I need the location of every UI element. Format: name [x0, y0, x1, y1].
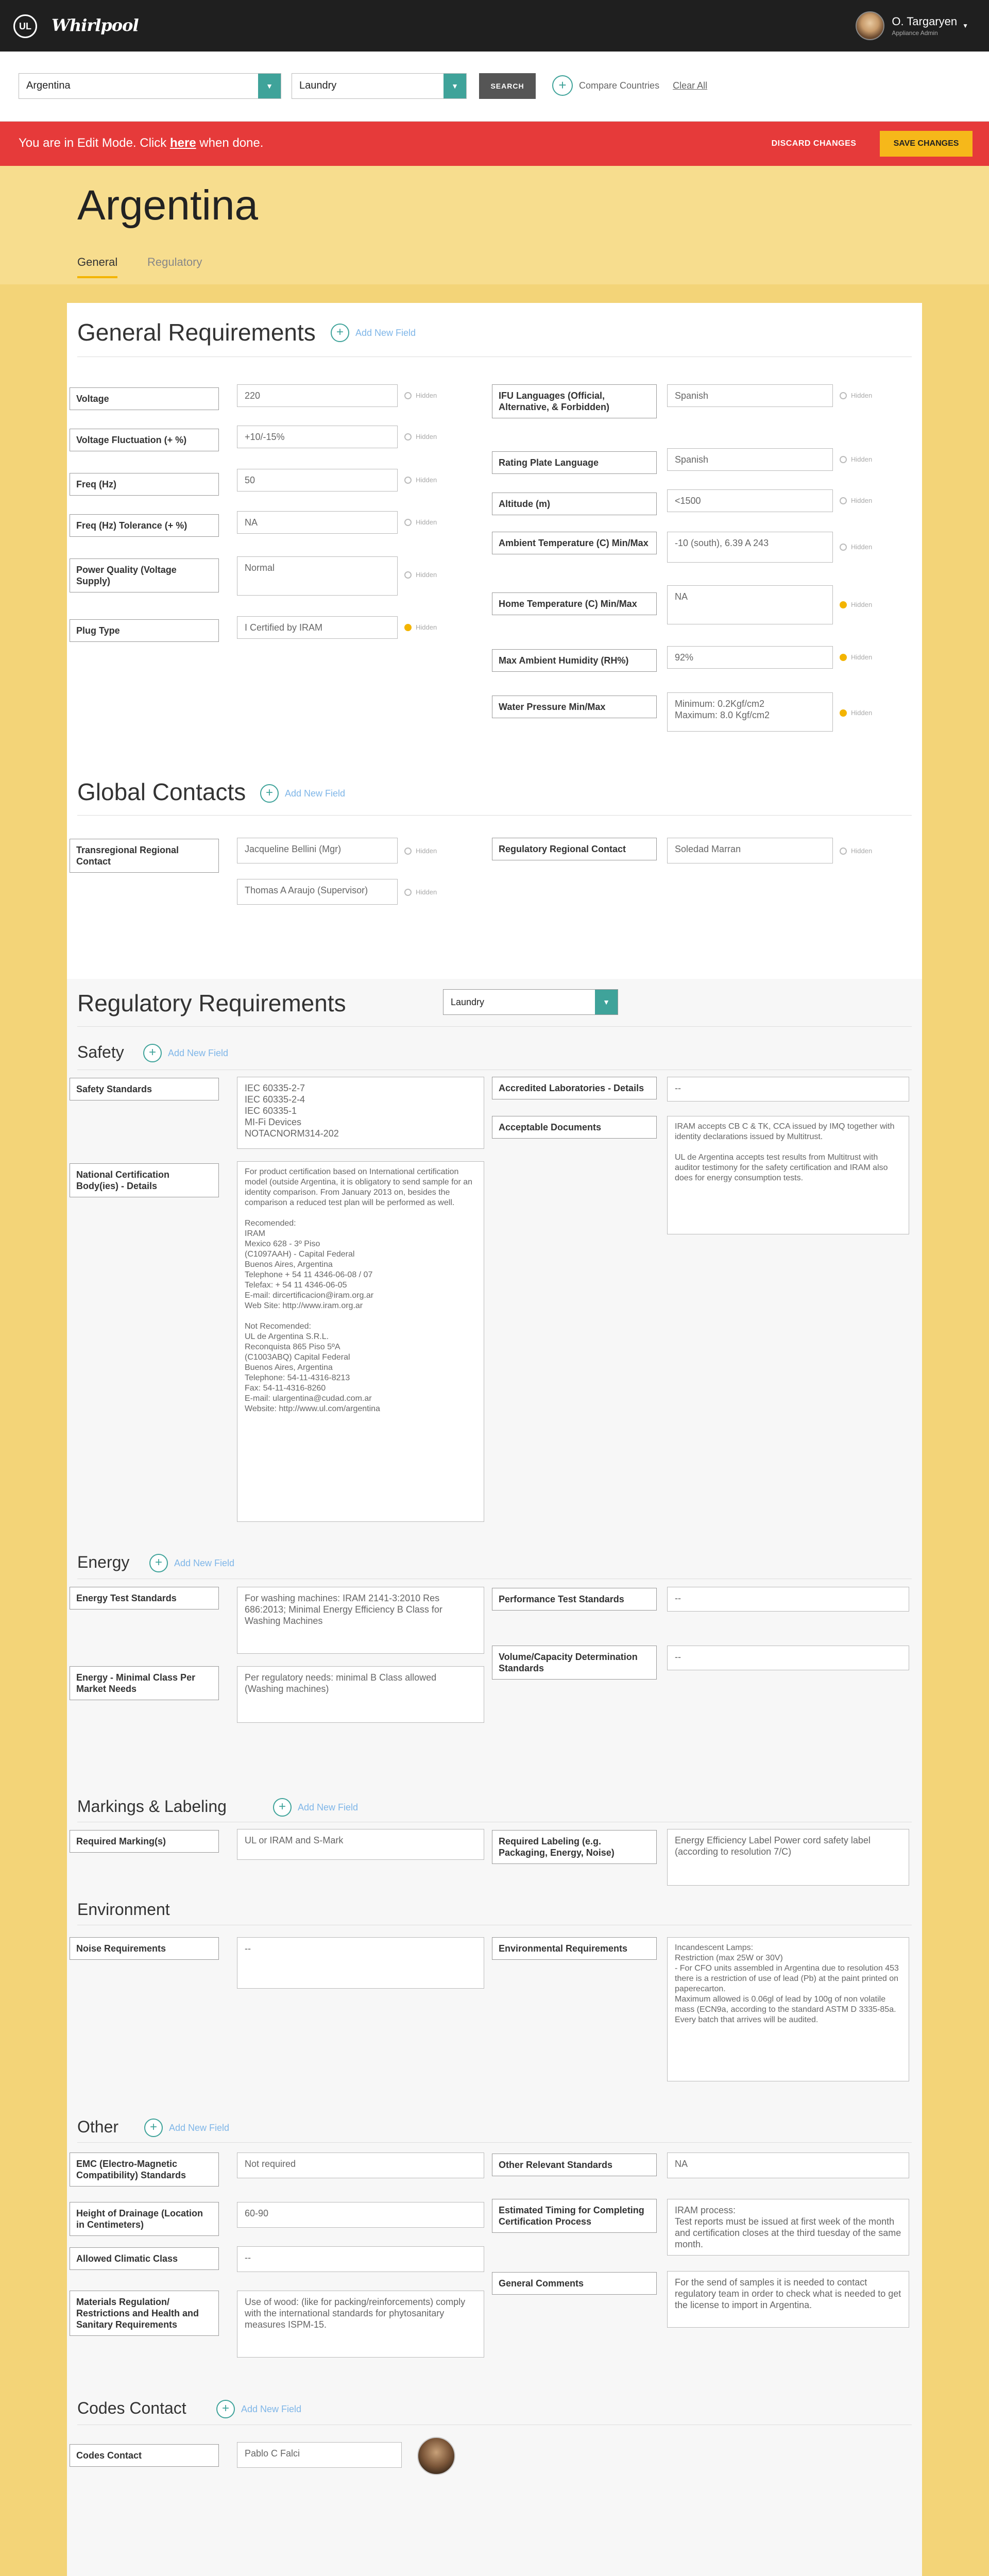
field-label: Energy - Minimal Class Per Market Needs	[70, 1666, 219, 1700]
field-value[interactable]: For washing machines: IRAM 2141-3:2010 Res 686:2013; Minimal Energy Efficiency B Class for Washing Machines	[237, 1587, 484, 1654]
energy-title: Energy	[77, 1553, 130, 1571]
hidden-toggle[interactable]	[840, 455, 872, 463]
field-value[interactable]: --	[237, 2246, 484, 2272]
field-value[interactable]: Incandescent Lamps: Restriction (max 25W or 30V) - For CFO units assembled in Argentina due to resolution 453 there is a restriction of use of lead (Pb) at the paint printed on paperecarton. Maximum allowed is 0.06gl of lead by 100g of non volatile mass (ECN9a, according to the standard ASTM D 3335-85a. Every batch that arrives will be audited.	[667, 1937, 909, 2081]
field-label: Regulatory Regional Contact	[492, 838, 657, 860]
hidden-toggle[interactable]	[404, 518, 437, 526]
radio-icon[interactable]	[404, 848, 412, 855]
field-label: Materials Regulation/ Restrictions and Health and Sanitary Requirements	[70, 2291, 219, 2336]
add-new-field-label[interactable]: Add New Field	[241, 2403, 302, 2414]
add-new-field-label[interactable]: Add New Field	[168, 1047, 229, 1058]
radio-icon[interactable]	[840, 497, 847, 504]
radio-icon[interactable]	[404, 519, 412, 526]
chevron-down-icon[interactable]: ▼	[595, 990, 618, 1014]
field-value[interactable]: IRAM process: Test reports must be issued at first week of the month and certification closes at the third tuesday of the same month.	[667, 2199, 909, 2256]
radio-icon[interactable]	[404, 392, 412, 399]
radio-icon[interactable]	[404, 571, 412, 579]
hidden-label: Hidden	[416, 571, 437, 579]
country-select[interactable]	[19, 73, 281, 99]
title-area	[0, 166, 989, 284]
field-value[interactable]: Minimum: 0.2Kgf/cm2 Maximum: 8.0 Kgf/cm2	[667, 692, 833, 732]
hidden-label: Hidden	[416, 433, 437, 440]
hidden-label: Hidden	[851, 709, 873, 717]
contact-value[interactable]: Thomas A Araujo (Supervisor)	[237, 879, 398, 905]
radio-icon[interactable]	[840, 848, 847, 855]
field-label: Height of Drainage (Location in Centimeters)	[70, 2202, 219, 2236]
hidden-label: Hidden	[416, 888, 437, 896]
radio-icon[interactable]	[404, 433, 412, 440]
edit-mode-message	[19, 136, 263, 150]
add-new-field-label[interactable]: Add New Field	[169, 2122, 230, 2133]
hidden-toggle[interactable]	[840, 709, 872, 717]
country-select-value: Argentina	[26, 80, 71, 91]
divider	[77, 1026, 912, 1027]
environment-title: Environment	[77, 1900, 170, 1919]
contact-value[interactable]: Jacqueline Bellini (Mgr)	[237, 838, 398, 863]
save-changes-button[interactable]: SAVE CHANGES	[880, 131, 973, 157]
field-label: Other Relevant Standards	[492, 2154, 657, 2176]
field-value[interactable]: <1500	[667, 489, 833, 512]
field-value[interactable]: 60-90	[237, 2202, 484, 2228]
field-label: Environmental Requirements	[492, 1937, 657, 1960]
field-value[interactable]: IEC 60335-2-7 IEC 60335-2-4 IEC 60335-1 MI-Fi Devices NOTACNORM314-202	[237, 1077, 484, 1149]
field-value[interactable]: 92%	[667, 646, 833, 669]
chevron-down-icon[interactable]: ▼	[962, 22, 968, 29]
plus-icon[interactable]: +	[216, 2400, 235, 2418]
add-new-field-label[interactable]: Add New Field	[298, 1802, 359, 1812]
hidden-toggle[interactable]	[404, 571, 437, 579]
add-new-field-label[interactable]: Add New Field	[174, 1557, 235, 1568]
plus-icon[interactable]: +	[331, 324, 349, 342]
user-role: Appliance Admin	[892, 29, 938, 37]
clear-all-link[interactable]: Clear All	[673, 80, 708, 91]
compare-countries[interactable]	[552, 75, 707, 96]
field-value[interactable]: --	[237, 1937, 484, 1989]
field-label: Plug Type	[70, 619, 219, 642]
radio-icon[interactable]	[840, 709, 847, 717]
field-value[interactable]: NA	[667, 585, 833, 624]
field-label: Altitude (m)	[492, 493, 657, 515]
field-label: Safety Standards	[70, 1078, 219, 1100]
field-value[interactable]: Per regulatory needs: minimal B Class allowed (Washing machines)	[237, 1666, 484, 1723]
plus-icon[interactable]: +	[260, 784, 279, 803]
hidden-toggle[interactable]	[840, 543, 872, 551]
plus-icon[interactable]: +	[143, 1044, 162, 1062]
hidden-toggle[interactable]	[404, 888, 437, 896]
field-value[interactable]: -10 (south), 6.39 A 243	[667, 532, 833, 563]
hidden-toggle[interactable]	[404, 392, 437, 399]
edit-message-suffix: when done.	[196, 136, 264, 150]
plus-icon[interactable]: +	[552, 75, 573, 96]
add-new-field[interactable]	[144, 2119, 229, 2137]
field-value[interactable]: +10/-15%	[237, 426, 398, 448]
add-new-field[interactable]	[260, 784, 345, 803]
field-label: Volume/Capacity Determination Standards	[492, 1646, 657, 1680]
field-label: Required Labeling (e.g. Packaging, Energy, Noise)	[492, 1830, 657, 1864]
hidden-label: Hidden	[851, 455, 873, 463]
field-value[interactable]: UL or IRAM and S-Mark	[237, 1829, 484, 1860]
regulatory-category-value: Laundry	[451, 997, 485, 1007]
edit-mode-bar	[0, 122, 989, 166]
plus-icon[interactable]: +	[144, 2119, 163, 2137]
hidden-toggle[interactable]	[404, 476, 437, 484]
field-value[interactable]: Use of wood: (like for packing/reinforcements) comply with the international standards for phytosanitary measures ISPM-15.	[237, 2291, 484, 2358]
search-button[interactable]: SEARCH	[479, 73, 536, 99]
field-value[interactable]: For the send of samples it is needed to contact regulatory team in order to check what is needed to get the license to import in Argentina.	[667, 2271, 909, 2328]
field-label: Rating Plate Language	[492, 451, 657, 474]
hidden-toggle[interactable]	[840, 497, 872, 504]
field-label: Energy Test Standards	[70, 1587, 219, 1609]
hidden-label: Hidden	[416, 476, 437, 484]
hidden-toggle[interactable]	[404, 847, 437, 855]
hidden-label: Hidden	[851, 392, 873, 399]
field-value[interactable]: NA	[237, 511, 398, 534]
radio-icon[interactable]	[404, 889, 412, 896]
add-new-field[interactable]	[216, 2400, 301, 2418]
field-value[interactable]: IRAM accepts CB C & TK, CCA issued by IMQ together with identity declarations issued by Multitrust. UL de Argentina accepts test results from Multitrust with auditor testimony for the safety certification and IRAM also does for energy consumption tests.	[667, 1116, 909, 1234]
divider	[77, 815, 912, 816]
field-label: Noise Requirements	[70, 1937, 219, 1960]
avatar[interactable]	[856, 11, 884, 40]
field-label: Allowed Climatic Class	[70, 2247, 219, 2270]
field-label: Water Pressure Min/Max	[492, 696, 657, 718]
general-requirements-title: General Requirements	[77, 319, 316, 346]
field-label: National Certification Body(ies) - Details	[70, 1163, 219, 1197]
field-value[interactable]: --	[667, 1077, 909, 1101]
field-value[interactable]: 220	[237, 384, 398, 407]
hidden-label: Hidden	[851, 847, 873, 855]
edit-message-prefix: You are in Edit Mode. Click	[19, 136, 170, 150]
field-label: Voltage	[70, 387, 219, 410]
field-value[interactable]: Energy Efficiency Label Power cord safety label (according to resolution 7/C)	[667, 1829, 909, 1886]
field-label: Voltage Fluctuation (+ %)	[70, 429, 219, 451]
plus-icon[interactable]: +	[149, 1554, 168, 1572]
top-bar	[0, 0, 989, 52]
hidden-toggle[interactable]	[404, 623, 437, 631]
field-value[interactable]: Pablo C Falci	[237, 2442, 402, 2468]
discard-changes-button[interactable]: DISCARD CHANGES	[771, 139, 857, 148]
add-new-field-label[interactable]: Add New Field	[285, 788, 346, 799]
category-select-value: Laundry	[299, 80, 337, 91]
search-bar	[0, 52, 989, 122]
tab-general[interactable]: General	[77, 256, 117, 278]
chevron-down-icon[interactable]: ▼	[444, 74, 466, 98]
hidden-toggle[interactable]	[840, 847, 872, 855]
field-value[interactable]: For product certification based on International certification model (outside Argentina, it is obligatory to send sample for an identity comparison. From January 2013 on, besides the comparison a reduced test plan will be performed as well. Recomended: IRAM Mexico 628 - 3º Piso (C1097AAH) - Capital Federal Buenos Aires, Argentina Telephone + 54 11 4346-06-08 / 07 Telefax: + 54 11 4346-06-05 E-mail: dircertificacion@iram.org.ar Web Site: http://www.iram.org.ar Not Recomended: UL de Argentina S.R.L. Reconquista 865 Piso 5ºA (C1003ABQ) Capital Federal Buenos Aires, Argentina Telephone: 54-11-4316-8213 Fax: 54-11-4316-8260 E-mail: ulargentina@cudad.com.ar Website: http://www.ul.com/argentina	[237, 1161, 484, 1522]
codes-contact-title: Codes Contact	[77, 2399, 186, 2417]
field-label: Power Quality (Voltage Supply)	[70, 558, 219, 592]
other-title: Other	[77, 2117, 119, 2136]
whirlpool-logo[interactable]: Whirlpool	[52, 15, 139, 35]
field-value[interactable]: --	[667, 1587, 909, 1612]
hidden-toggle[interactable]	[840, 601, 872, 608]
hidden-label: Hidden	[851, 653, 873, 661]
radio-icon[interactable]	[404, 477, 412, 484]
field-label: Max Ambient Humidity (RH%)	[492, 649, 657, 672]
hidden-label: Hidden	[851, 497, 873, 504]
ul-logo[interactable]: UL	[13, 14, 37, 38]
hidden-label: Hidden	[416, 518, 437, 526]
add-new-field[interactable]	[331, 324, 416, 342]
hidden-label: Hidden	[851, 543, 873, 551]
hidden-toggle[interactable]	[840, 653, 872, 661]
hidden-label: Hidden	[851, 601, 873, 608]
radio-icon[interactable]	[840, 544, 847, 551]
add-new-field[interactable]	[273, 1798, 358, 1817]
field-value[interactable]: Spanish	[667, 448, 833, 471]
user-name: O. Targaryen	[892, 15, 958, 28]
field-label: Codes Contact	[70, 2444, 219, 2467]
hidden-label: Hidden	[416, 392, 437, 399]
general-card	[67, 303, 922, 1086]
safety-title: Safety	[77, 1043, 124, 1061]
page-title: Argentina	[77, 182, 259, 229]
field-label: General Comments	[492, 2272, 657, 2295]
tab-regulatory[interactable]: Regulatory	[147, 256, 202, 268]
field-label: Ambient Temperature (C) Min/Max	[492, 532, 657, 554]
regulatory-requirements-title: Regulatory Requirements	[77, 990, 346, 1016]
field-label: IFU Languages (Official, Alternative, & Forbidden)	[492, 384, 657, 418]
field-label: Acceptable Documents	[492, 1116, 657, 1139]
main-content	[0, 166, 989, 2576]
field-label: Estimated Timing for Completing Certification Process	[492, 2199, 657, 2233]
field-label: Accredited Laboratories - Details	[492, 1077, 657, 1099]
regulatory-category-select[interactable]	[443, 989, 618, 1015]
radio-icon[interactable]	[840, 392, 847, 399]
hidden-toggle[interactable]	[840, 392, 872, 399]
field-value[interactable]: --	[667, 1646, 909, 1670]
field-label: Home Temperature (C) Min/Max	[492, 592, 657, 615]
hidden-label: Hidden	[416, 623, 437, 631]
add-new-field[interactable]	[143, 1044, 228, 1062]
markings-title: Markings & Labeling	[77, 1797, 227, 1816]
field-value[interactable]: NA	[667, 2153, 909, 2178]
radio-icon[interactable]	[840, 456, 847, 463]
field-label: Transregional Regional Contact	[70, 839, 219, 873]
radio-icon[interactable]	[840, 654, 847, 661]
field-value[interactable]: Normal	[237, 556, 398, 596]
radio-icon[interactable]	[840, 601, 847, 608]
compare-countries-label[interactable]: Compare Countries	[579, 80, 660, 91]
field-value[interactable]: Spanish	[667, 384, 833, 407]
edit-done-link[interactable]: here	[169, 136, 196, 150]
field-label: Required Marking(s)	[70, 1830, 219, 1853]
category-select[interactable]	[292, 73, 467, 99]
radio-icon[interactable]	[404, 624, 412, 631]
plus-icon[interactable]: +	[273, 1798, 292, 1817]
regulatory-card	[67, 979, 922, 2576]
contact-value[interactable]: Soledad Marran	[667, 838, 833, 863]
field-value[interactable]: Not required	[237, 2153, 484, 2178]
field-label: Freq (Hz)	[70, 473, 219, 496]
hidden-toggle[interactable]	[404, 433, 437, 440]
add-new-field-label[interactable]: Add New Field	[355, 327, 416, 338]
hidden-label: Hidden	[416, 847, 437, 855]
field-label: Performance Test Standards	[492, 1588, 657, 1611]
field-value[interactable]: 50	[237, 469, 398, 492]
chevron-down-icon[interactable]: ▼	[258, 74, 281, 98]
field-label: Freq (Hz) Tolerance (+ %)	[70, 514, 219, 537]
add-new-field[interactable]	[149, 1554, 234, 1572]
avatar[interactable]	[417, 2437, 455, 2475]
field-value[interactable]: I Certified by IRAM	[237, 616, 398, 639]
field-label: EMC (Electro-Magnetic Compatibility) Standards	[70, 2153, 219, 2187]
divider	[77, 2142, 912, 2143]
user-menu[interactable]	[856, 10, 968, 41]
global-contacts-title: Global Contacts	[77, 778, 246, 805]
